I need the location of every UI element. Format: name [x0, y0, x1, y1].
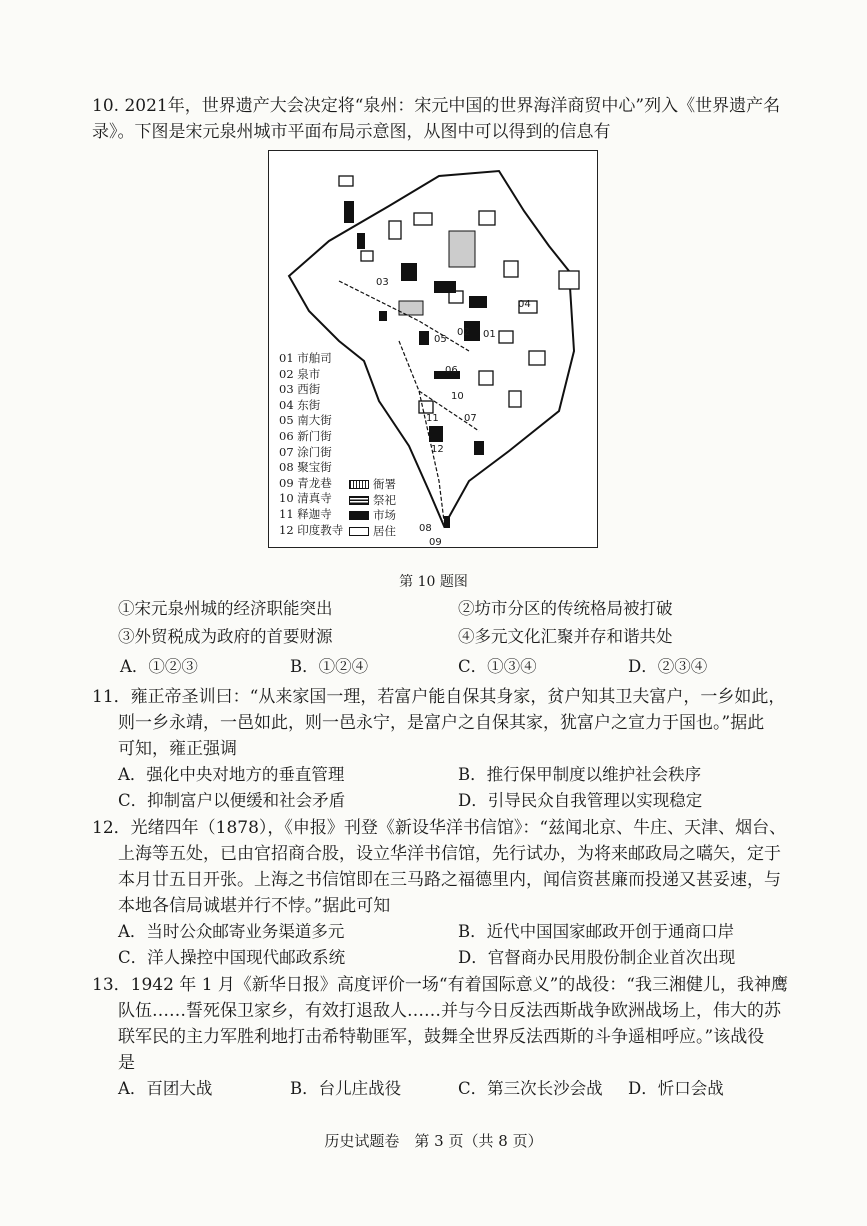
map-legend-list — [279, 351, 343, 538]
q10-stem-line1: 10. 2021年，世界遗产大会决定将“泉州：宋元中国的世界海洋商贸中心”列入《世界遗产名 — [92, 96, 781, 116]
q11-option-d[interactable]: D．引导民众自我管理以实现稳定 — [458, 791, 703, 810]
q13-stem-line3: 联军民的主力军胜利地打击希特勒匪军，鼓舞全世界反法西斯的斗争遥相呼应。”该战役 — [118, 1027, 765, 1047]
hatched-swatch-icon — [349, 496, 369, 505]
legend-item: 01 市舶司 — [279, 351, 332, 365]
q13-option-d[interactable]: D．忻口会战 — [628, 1079, 724, 1098]
map-label-07: 07 — [464, 413, 477, 424]
q11-stem-line2: 则一乡永靖，一邑如此，则一邑永宁，是富户之自保其家，犹富户之宣力于国也。”据此 — [118, 713, 765, 733]
legend-item: 02 泉市 — [279, 366, 321, 381]
dotted-swatch-icon — [349, 480, 369, 489]
q13-stem-line1: 13．1942 年 1 月《新华日报》高度评价一场“有着国际意义”的战役：“我三湘健儿，我神鹰 — [92, 975, 788, 995]
q12-stem-line1: 12．光绪四年（1878），《申报》刊登《新设华洋书信馆》：“兹闻北京、牛庄、天津、烟台、 — [92, 818, 787, 838]
q12-stem-line3: 本月廿五日开张。上海之书信馆即在三马路之福德里内，闻信资甚廉而投递又甚妥速，与 — [118, 870, 781, 890]
legend-item: 09 青龙巷 — [279, 475, 332, 490]
legend-item: 06 新门街 — [279, 428, 332, 443]
legend-item: 11 释迦寺 — [279, 506, 332, 521]
q12-option-d[interactable]: D．官督商办民用股份制企业首次出现 — [458, 948, 736, 967]
map-symbol-key — [349, 477, 396, 539]
q10-statement-1: ①宋元泉州城的经济职能突出 — [118, 599, 333, 618]
map-label-11: 11 — [426, 413, 439, 424]
key-office: 衙署 — [349, 477, 396, 493]
q10-option-a[interactable]: A．①②③ — [120, 657, 198, 676]
legend-item: 03 西街 — [279, 382, 321, 397]
map-label-09: 09 — [429, 537, 442, 548]
q13-option-b[interactable]: B．台儿庄战役 — [290, 1079, 402, 1098]
q13-stem-line2: 队伍……誓死保卫家乡，有效打退敌人……并与今日反法西斯战争欧洲战场上，伟大的苏 — [118, 1001, 781, 1021]
map-label-05: 05 — [434, 334, 447, 345]
q10-stem-line2: 录》。下图是宋元泉州城市平面布局示意图，从图中可以得到的信息有 — [92, 122, 611, 142]
q13-option-c[interactable]: C．第三次长沙会战 — [458, 1079, 603, 1098]
figure-caption: 第 10 题图 — [399, 574, 468, 590]
q10-option-b[interactable]: B．①②④ — [290, 657, 369, 676]
empty-swatch-icon — [349, 527, 369, 536]
legend-item: 07 涂门街 — [279, 444, 332, 459]
q10-statement-3: ③外贸税成为政府的首要财源 — [118, 627, 333, 646]
map-label-10: 10 — [451, 391, 464, 402]
q10-statement-4: ④多元文化汇聚并存和谐共处 — [458, 627, 673, 646]
map-label-08: 08 — [419, 523, 432, 534]
q12-option-b[interactable]: B．近代中国国家邮政开创于通商口岸 — [458, 922, 735, 941]
quanzhou-city-map — [268, 150, 598, 548]
solid-swatch-icon — [349, 511, 369, 520]
map-label-03: 03 — [376, 277, 389, 288]
map-label-12: 12 — [431, 444, 444, 455]
legend-item: 05 南大街 — [279, 413, 332, 428]
q11-option-b[interactable]: B．推行保甲制度以维护社会秩序 — [458, 765, 702, 784]
q11-stem-line3: 可知，雍正强调 — [118, 739, 237, 759]
map-label-02: 02 — [457, 327, 470, 338]
q10-statement-2: ②坊市分区的传统格局被打破 — [458, 599, 673, 618]
q11-option-c[interactable]: C．抑制富户以便缓和社会矛盾 — [118, 791, 346, 810]
legend-item: 12 印度教寺 — [279, 522, 344, 537]
q10-option-c[interactable]: C．①③④ — [458, 657, 537, 676]
legend-item: 04 东街 — [279, 397, 321, 412]
q11-stem-line1: 11．雍正帝圣训曰：“从来家国一理，若富户能自保其身家，贫户知其卫夫富户，一乡如此， — [92, 687, 786, 707]
key-worship: 祭祀 — [349, 493, 396, 509]
page-footer: 历史试题卷 第 3 页（共 8 页） — [324, 1132, 543, 1150]
q13-option-a[interactable]: A．百团大战 — [118, 1079, 213, 1098]
map-label-04: 04 — [518, 299, 531, 310]
legend-item: 08 聚宝街 — [279, 460, 332, 475]
q13-stem-line4: 是 — [118, 1053, 135, 1073]
key-market: 市场 — [349, 508, 396, 524]
q12-option-a[interactable]: A．当时公众邮寄业务渠道多元 — [118, 922, 345, 941]
key-residence: 居住 — [349, 524, 396, 540]
legend-item: 10 清真寺 — [279, 491, 332, 506]
map-label-01: 01 — [483, 329, 496, 340]
q11-option-a[interactable]: A．强化中央对地方的垂直管理 — [118, 765, 345, 784]
q12-stem-line4: 本地各信局诚堪并行不悖。”据此可知 — [118, 896, 391, 916]
q10-option-d[interactable]: D．②③④ — [628, 657, 708, 676]
map-label-06: 06 — [445, 365, 458, 376]
q12-option-c[interactable]: C．洋人操控中国现代邮政系统 — [118, 948, 346, 967]
q12-stem-line2: 上海等五处，已由官招商合股，设立华洋书信馆，先行试办，为将来邮政局之嚆矢，定于 — [118, 844, 781, 864]
